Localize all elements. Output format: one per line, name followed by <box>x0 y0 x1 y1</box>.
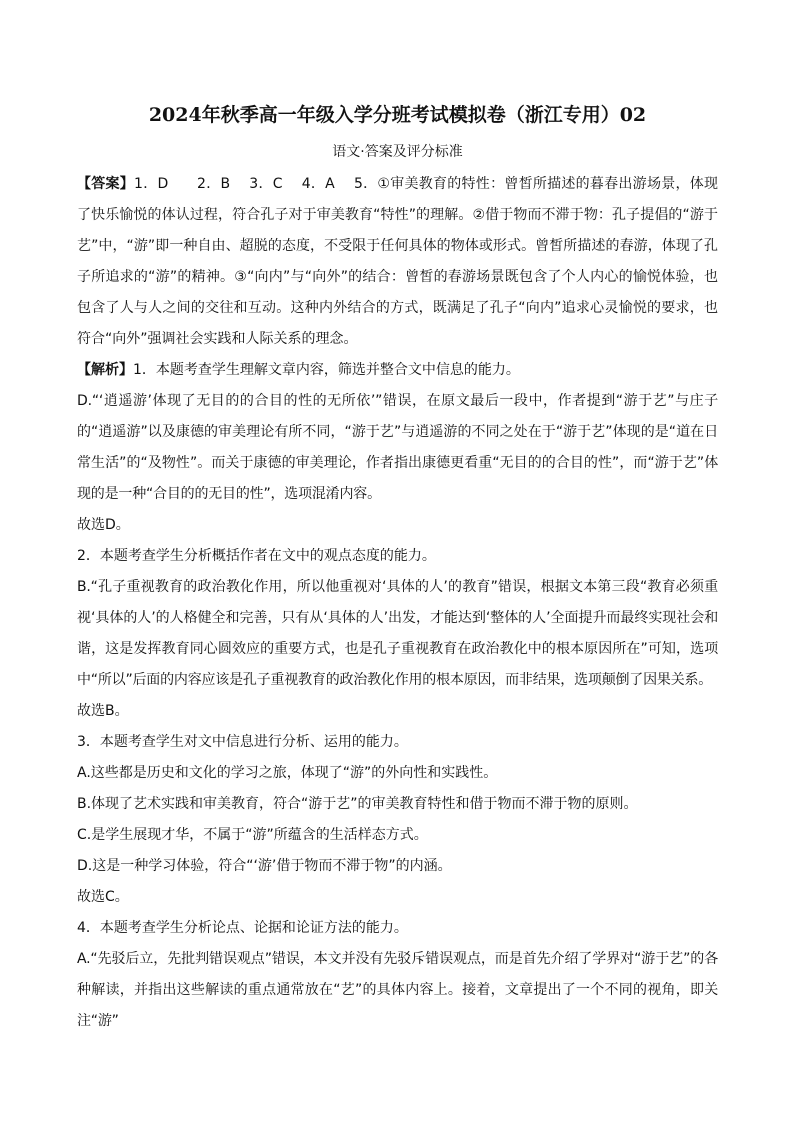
analysis-label: 【解析】 <box>77 362 133 378</box>
q1-option-d-analysis: D.“‘逍遥游’体现了无目的的合目的性的无所依’”错误，在原文最后一段中，作者提到“游于艺”与庄子的“逍遥游”以及康德的审美理论有所不同，“游于艺”与逍遥游的不同之处在于“游于艺”体现的是“道在日常生活”的“及物性”。而关于康德的审美理论，作者指出康德更看重“无目的的合目的性”，而“游于艺”体现的是一种“合目的的无目的性”，选项混淆内容。 <box>77 393 718 502</box>
q3-option-a-analysis: A.这些都是历史和文化的学习之旅，体现了“游”的外向性和实践性。 <box>77 765 498 781</box>
q2-option-b-analysis: B.“孔子重视教育的政治教化作用，所以他重视对‘具体的人’的教育”错误，根据文本第三段“教育必须重视‘具体的人’的人格健全和完善，只有从‘具体的人’出发，才能达到‘整体的人’全面提升而最终实现社会和谐，这是发挥教育同心圆效应的重要方式，也是孔子重视教育在政治教化中的根本原因所在”可知，选项中“所以”后面的内容应该是孔子重视教育的政治教化作用的根本原因，而非结果，选项颠倒了因果关系。 <box>77 579 718 688</box>
q3-option-d-analysis: D.这是一种学习体验，符合“‘游’借于物而不滞于物”的内涵。 <box>77 858 452 874</box>
document-body <box>77 169 718 1037</box>
q1-conclusion: 故选D。 <box>77 517 130 533</box>
q2-conclusion: 故选B。 <box>77 703 129 719</box>
answer-text: 1．D 2．B 3．C 4．A 5．①审美教育的特性：曾皙所描述的暮春出游场景，体现了快乐愉悦的体认过程，符合孔子对于审美教育“特性”的理解。②借于物而不滞于物：孔子提倡的“游于艺”中，“游”即一种自由、超脱的态度，不受限于任何具体的物体或形式。曾皙所描述的春游，体现了孔子所追求的“游”的精神。③“向内”与“向外”的结合：曾皙的春游场景既包含了个人内心的愉悦体验，也包含了人与人之间的交往和互动。这种内外结合的方式，既满足了孔子“向内”追求心灵愉悦的要求，也符合“向外”强调社会实践和人际关系的理念。 <box>77 176 718 347</box>
q3-option-c-analysis: C.是学生展现才华，不属于“游”所蕴含的生活样态方式。 <box>77 827 428 843</box>
analysis-q1-heading <box>77 355 718 386</box>
q4-option-a-analysis: A.“先驳后立，先批判错误观点”错误，本文并没有先驳斥错误观点，而是首先介绍了学界对“游于艺”的各种解读，并指出这些解读的重点通常放在“艺”的具体内容上。接着，文章提出了一个不同的视角，即关注“游” <box>77 951 718 1029</box>
q3-heading: 3．本题考查学生对文中信息进行分析、运用的能力。 <box>77 734 408 750</box>
page-title: 2024年秋季高一年级入学分班考试模拟卷（浙江专用）02 <box>148 104 647 126</box>
q4-heading: 4．本题考查学生分析论点、论据和论证方法的能力。 <box>77 920 408 936</box>
answer-label: 【答案】 <box>77 176 135 192</box>
answer-paragraph <box>77 169 718 355</box>
q2-heading: 2．本题考查学生分析概括作者在文中的观点态度的能力。 <box>77 548 436 564</box>
page-subtitle: 语文·答案及评分标准 <box>332 144 463 160</box>
q3-option-b-analysis: B.体现了艺术实践和审美教育，符合“游于艺”的审美教育特性和借于物而不滞于物的原则。 <box>77 796 638 812</box>
q3-conclusion: 故选C。 <box>77 889 129 905</box>
q1-heading-text: 1．本题考查学生理解文章内容，筛选并整合文中信息的能力。 <box>133 362 520 378</box>
